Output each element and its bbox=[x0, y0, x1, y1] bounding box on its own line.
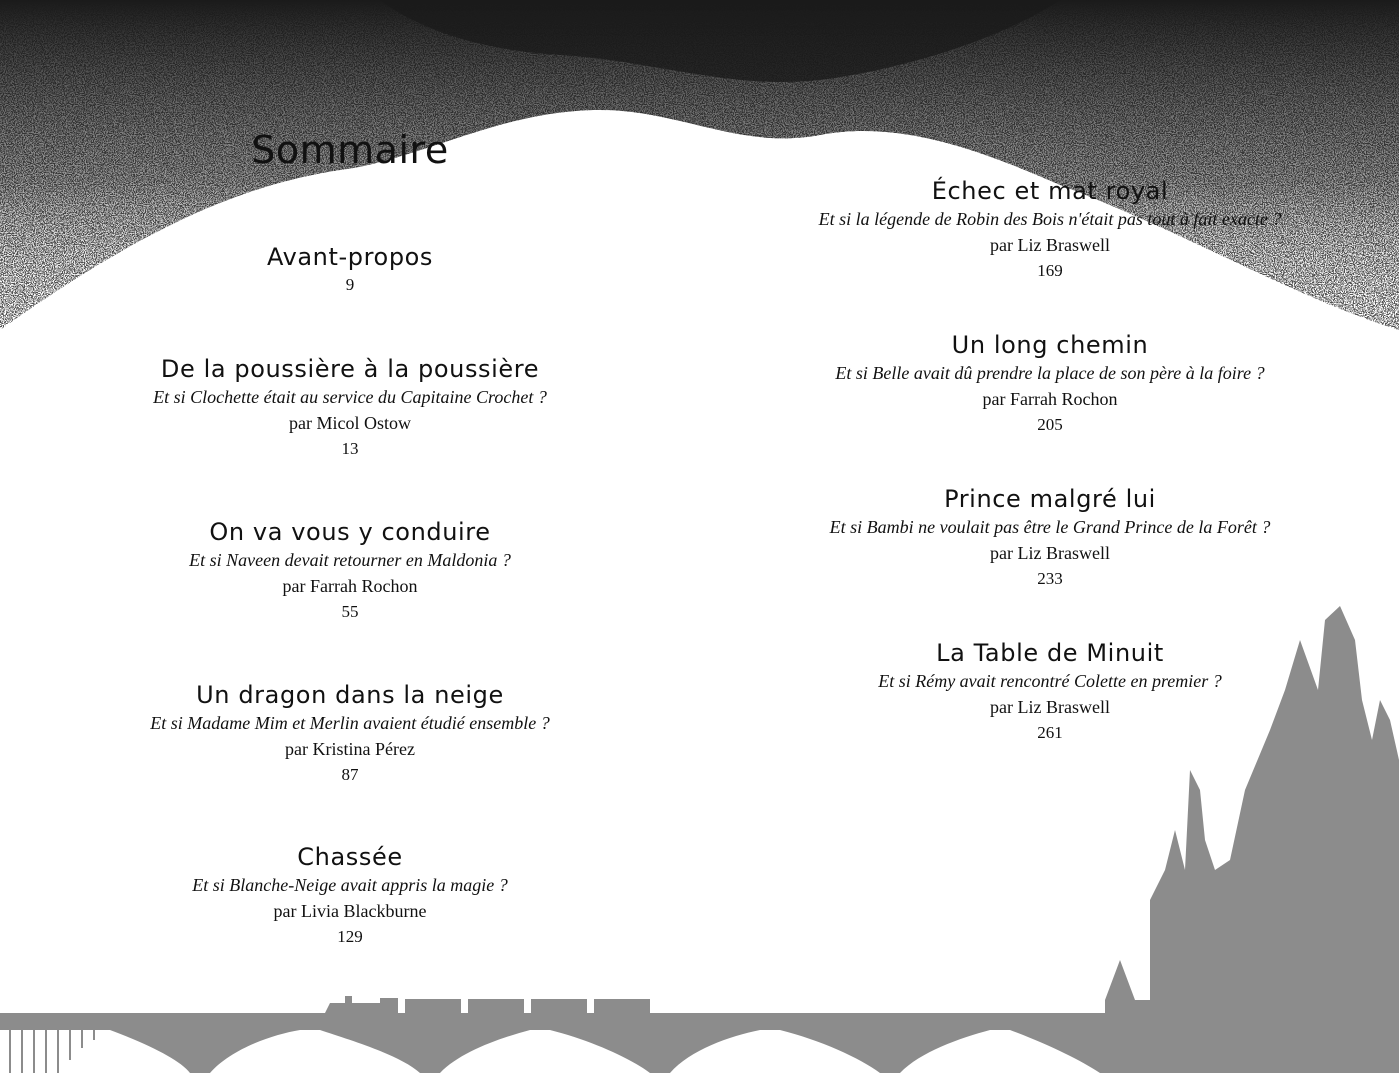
entry-author: par Liz Braswell bbox=[990, 235, 1110, 255]
entry-question: Et si Naveen devait retourner en Maldonia ? bbox=[189, 550, 511, 570]
entry-question: Et si la légende de Robin des Bois n'était pas tout à fait exacte ? bbox=[818, 209, 1282, 229]
entry-author: par Kristina Pérez bbox=[285, 739, 415, 759]
entry-title: Prince malgré lui bbox=[944, 485, 1156, 513]
entry-title: Chassée bbox=[297, 843, 403, 871]
toc-entry[interactable] bbox=[60, 517, 640, 625]
entry-question: Et si Clochette était au service du Capitaine Crochet ? bbox=[153, 387, 547, 407]
entry-title: Échec et mat royal bbox=[931, 177, 1169, 205]
toc-entry[interactable] bbox=[60, 242, 640, 298]
entry-page: 205 bbox=[1037, 415, 1063, 434]
toc-entry[interactable] bbox=[60, 680, 640, 788]
entry-page: 13 bbox=[341, 439, 359, 458]
entry-author: par Micol Ostow bbox=[289, 413, 411, 433]
entry-page: 9 bbox=[345, 275, 355, 294]
train-silhouette bbox=[325, 996, 650, 1013]
entry-page: 55 bbox=[341, 602, 359, 621]
entry-title: Un dragon dans la neige bbox=[196, 681, 504, 709]
entry-author: par Livia Blackburne bbox=[273, 901, 427, 921]
toc-entry[interactable] bbox=[760, 176, 1340, 284]
entry-author: par Farrah Rochon bbox=[982, 389, 1118, 409]
entry-question: Et si Belle avait dû prendre la place de son père à la foire ? bbox=[835, 363, 1265, 383]
entry-page: 87 bbox=[341, 765, 359, 784]
entry-question: Et si Madame Mim et Merlin avaient étudié ensemble ? bbox=[150, 713, 550, 733]
entry-title: Avant-propos bbox=[266, 243, 434, 271]
entry-title: On va vous y conduire bbox=[209, 518, 491, 546]
toc-entry[interactable] bbox=[60, 842, 640, 950]
entry-title: La Table de Minuit bbox=[936, 639, 1164, 667]
toc-entry[interactable] bbox=[60, 354, 640, 462]
page-title: Sommaire bbox=[251, 128, 449, 172]
entry-author: par Liz Braswell bbox=[990, 697, 1110, 717]
bridge-silhouette bbox=[0, 1013, 1110, 1073]
entry-question: Et si Rémy avait rencontré Colette en premier ? bbox=[878, 671, 1222, 691]
entry-author: par Liz Braswell bbox=[990, 543, 1110, 563]
entry-title: De la poussière à la poussière bbox=[160, 355, 540, 383]
entry-question: Et si Blanche-Neige avait appris la magie ? bbox=[192, 875, 508, 895]
toc-entry[interactable] bbox=[760, 638, 1340, 746]
entry-page: 233 bbox=[1037, 569, 1063, 588]
toc-entry[interactable] bbox=[760, 330, 1340, 438]
entry-page: 261 bbox=[1037, 723, 1063, 742]
toc-entry[interactable] bbox=[760, 484, 1340, 592]
entry-page: 169 bbox=[1037, 261, 1063, 280]
entry-question: Et si Bambi ne voulait pas être le Grand Prince de la Forêt ? bbox=[829, 517, 1271, 537]
entry-author: par Farrah Rochon bbox=[282, 576, 418, 596]
entry-title: Un long chemin bbox=[951, 331, 1149, 359]
entry-page: 129 bbox=[337, 927, 363, 946]
